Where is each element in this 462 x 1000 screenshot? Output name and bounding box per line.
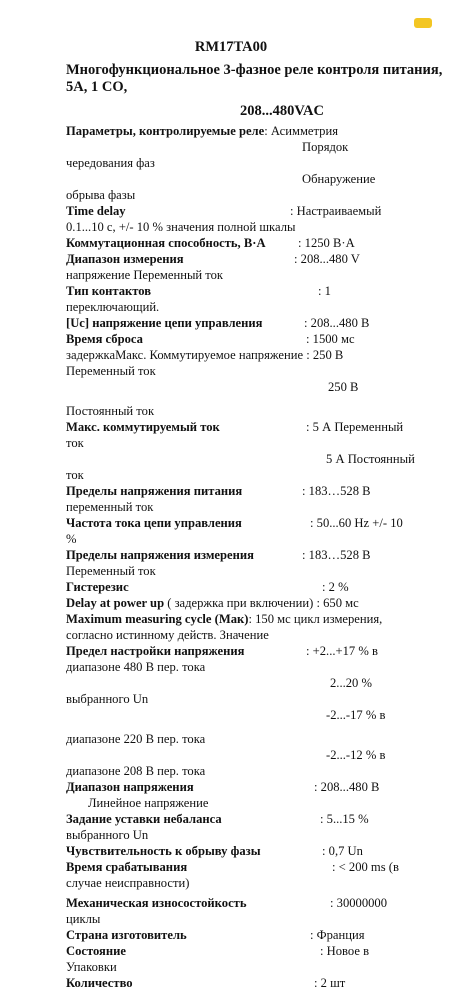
spec-line xyxy=(332,860,399,875)
spec-value: выбранного Un xyxy=(66,692,149,706)
spec-label: Чувствительность к обрыву фазы xyxy=(66,844,261,858)
spec-line xyxy=(66,580,129,595)
spec-label: Delay at power up xyxy=(66,596,165,610)
spec-value: случае неисправности) xyxy=(66,876,190,890)
spec-value: : 0,7 Un xyxy=(322,844,363,858)
spec-line xyxy=(310,516,403,531)
spec-value: переключающий. xyxy=(66,300,160,314)
spec-line xyxy=(328,380,358,395)
spec-value: : 208...480 В xyxy=(314,780,380,794)
spec-line xyxy=(306,332,355,347)
spec-line xyxy=(66,780,194,795)
spec-line xyxy=(66,436,84,451)
spec-line xyxy=(290,204,381,219)
spec-line xyxy=(66,976,133,991)
spec-label: Maximum measuring cycle (Мак) xyxy=(66,612,249,626)
spec-line xyxy=(302,484,371,499)
spec-label: Количество xyxy=(66,976,133,990)
spec-line xyxy=(66,420,220,435)
product-subtitle: Многофункциональное 3-фазное реле контроля питания, 5А, 1 CO, xyxy=(66,62,443,95)
spec-value: : 1250 В·А xyxy=(298,236,355,250)
spec-value: : 30000000 xyxy=(330,896,388,910)
spec-line xyxy=(66,960,117,975)
spec-value: : 5...15 % xyxy=(320,812,369,826)
spec-label: Предел настройки напряжения xyxy=(66,644,245,658)
spec-label: Время сброса xyxy=(66,332,143,346)
spec-value: 0.1...10 с, +/- 10 % значения полной шкалы xyxy=(66,220,296,234)
spec-line xyxy=(66,156,155,171)
spec-line xyxy=(326,708,385,723)
spec-value: : 150 мс цикл измерения, xyxy=(248,612,383,626)
spec-label: Диапазон напряжения xyxy=(66,780,194,794)
spec-value: : 183…528 В xyxy=(302,548,371,562)
spec-line xyxy=(306,420,403,435)
spec-line xyxy=(330,676,372,691)
spec-label: [Uc] напряжение цепи управления xyxy=(66,316,263,330)
spec-value: : Новое в xyxy=(320,944,370,958)
spec-line xyxy=(66,204,126,219)
spec-line xyxy=(66,532,77,547)
spec-line xyxy=(66,364,156,379)
spec-value: диапазоне 480 В пер. тока xyxy=(66,660,206,674)
spec-value: согласно истинному действ. Значение xyxy=(66,628,269,642)
spec-line xyxy=(298,236,355,251)
spec-value: : 1500 мс xyxy=(306,332,355,346)
spec-value: задержкаМакс. Коммутируемое напряжение : 250 В xyxy=(66,348,344,362)
spec-line xyxy=(66,928,187,943)
spec-line xyxy=(320,812,369,827)
spec-label: Частота тока цепи управления xyxy=(66,516,242,530)
spec-label: Макс. коммутируемый ток xyxy=(66,420,220,434)
spec-value: диапазоне 208 В пер. тока xyxy=(66,764,206,778)
spec-label: Гистерезис xyxy=(66,580,129,594)
model-title: RM17TA00 xyxy=(194,39,268,55)
spec-label: Time delay xyxy=(66,204,126,218)
spec-value: 5 А Постоянный xyxy=(326,452,415,466)
spec-line xyxy=(66,944,126,959)
spec-value: -2...-12 % в xyxy=(326,748,386,762)
spec-line xyxy=(66,268,223,283)
spec-label: Коммутационная способность, В·А xyxy=(66,236,266,250)
spec-line xyxy=(66,548,254,563)
spec-line xyxy=(66,896,247,911)
spec-line xyxy=(302,172,375,187)
spec-value: Переменный ток xyxy=(66,564,156,578)
spec-value: ток xyxy=(66,436,84,450)
spec-value: Упаковки xyxy=(66,960,117,974)
spec-value: Линейное напряжение xyxy=(88,796,209,810)
spec-line xyxy=(66,188,135,203)
spec-value: переменный ток xyxy=(66,500,154,514)
spec-line xyxy=(88,796,208,811)
spec-line xyxy=(66,764,205,779)
spec-value: Постоянный ток xyxy=(66,404,155,418)
spec-line xyxy=(66,612,382,627)
spec-line xyxy=(66,860,187,875)
spec-value: : 183…528 В xyxy=(302,484,371,498)
spec-value: : 5 А Переменный xyxy=(306,420,404,434)
spec-line xyxy=(66,644,244,659)
voltage-range: 208...480VAC xyxy=(240,103,324,119)
spec-line xyxy=(66,500,153,515)
spec-label: Механическая износостойкость xyxy=(66,896,247,910)
spec-line xyxy=(326,748,385,763)
spec-label: Задание уставки небаланса xyxy=(66,812,222,826)
spec-value: циклы xyxy=(66,912,101,926)
spec-line xyxy=(66,316,262,331)
spec-value: : Асимметрия xyxy=(264,124,338,138)
spec-value: : 208...480 V xyxy=(294,252,360,266)
spec-value: : 50...60 Hz +/- 10 xyxy=(310,516,403,530)
spec-value: чередования фаз xyxy=(66,156,155,170)
spec-value: Обнаружение xyxy=(302,172,376,186)
spec-line xyxy=(66,220,295,235)
spec-value: : Франция xyxy=(310,928,365,942)
spec-value: : Настраиваемый xyxy=(290,204,382,218)
spec-line xyxy=(320,944,369,959)
spec-line xyxy=(66,628,269,643)
spec-line xyxy=(66,484,242,499)
spec-value: : 2 шт xyxy=(314,976,346,990)
spec-line xyxy=(66,332,143,347)
spec-line xyxy=(66,692,148,707)
accent-bar xyxy=(414,18,432,28)
spec-line xyxy=(66,828,148,843)
spec-line xyxy=(66,732,205,747)
spec-value: диапазоне 220 В пер. тока xyxy=(66,732,206,746)
spec-label: Тип контактов xyxy=(66,284,152,298)
spec-line xyxy=(314,780,379,795)
spec-line xyxy=(66,284,151,299)
spec-label: Страна изготовитель xyxy=(66,928,187,942)
spec-line xyxy=(66,596,359,611)
spec-value: : +2...+17 % в xyxy=(306,644,378,658)
spec-line xyxy=(66,252,184,267)
spec-line xyxy=(66,912,100,927)
spec-line xyxy=(66,516,242,531)
spec-value: выбранного Un xyxy=(66,828,149,842)
spec-value: Порядок xyxy=(302,140,349,154)
spec-line xyxy=(318,284,331,299)
spec-line xyxy=(322,844,363,859)
spec-line xyxy=(304,316,369,331)
spec-line xyxy=(66,660,205,675)
spec-value: обрыва фазы xyxy=(66,188,136,202)
spec-label: Диапазон измерения xyxy=(66,252,184,266)
spec-value: % xyxy=(66,532,77,546)
spec-line xyxy=(66,812,222,827)
spec-value: -2...-17 % в xyxy=(326,708,386,722)
spec-value: 2...20 % xyxy=(330,676,372,690)
spec-label: Параметры, контролируемые реле xyxy=(66,124,265,138)
spec-line xyxy=(66,468,84,483)
spec-value: ( задержка при включении) : 650 мс xyxy=(164,596,359,610)
spec-line xyxy=(314,976,345,991)
spec-value: Переменный ток xyxy=(66,364,156,378)
spec-line xyxy=(310,928,365,943)
spec-line xyxy=(330,896,387,911)
spec-value: : 1 xyxy=(318,284,331,298)
spec-line xyxy=(66,348,343,363)
spec-line xyxy=(302,140,348,155)
spec-value: : 2 % xyxy=(322,580,349,594)
spec-value: : < 200 ms (в xyxy=(332,860,399,874)
spec-value: 250 В xyxy=(328,380,359,394)
spec-line xyxy=(302,548,371,563)
spec-line xyxy=(66,236,266,251)
spec-line xyxy=(66,404,154,419)
spec-line xyxy=(66,844,261,859)
spec-label: Состояние xyxy=(66,944,126,958)
spec-line xyxy=(66,564,156,579)
spec-value: : 208...480 В xyxy=(304,316,370,330)
spec-label: Пределы напряжения измерения xyxy=(66,548,254,562)
spec-value: напряжение Переменный ток xyxy=(66,268,224,282)
spec-line xyxy=(294,252,360,267)
spec-line xyxy=(66,124,338,139)
spec-line xyxy=(66,876,189,891)
spec-line xyxy=(322,580,349,595)
spec-line xyxy=(306,644,378,659)
spec-line xyxy=(66,300,159,315)
spec-label: Пределы напряжения питания xyxy=(66,484,243,498)
spec-line xyxy=(326,452,415,467)
spec-label: Время срабатывания xyxy=(66,860,188,874)
spec-value: ток xyxy=(66,468,84,482)
